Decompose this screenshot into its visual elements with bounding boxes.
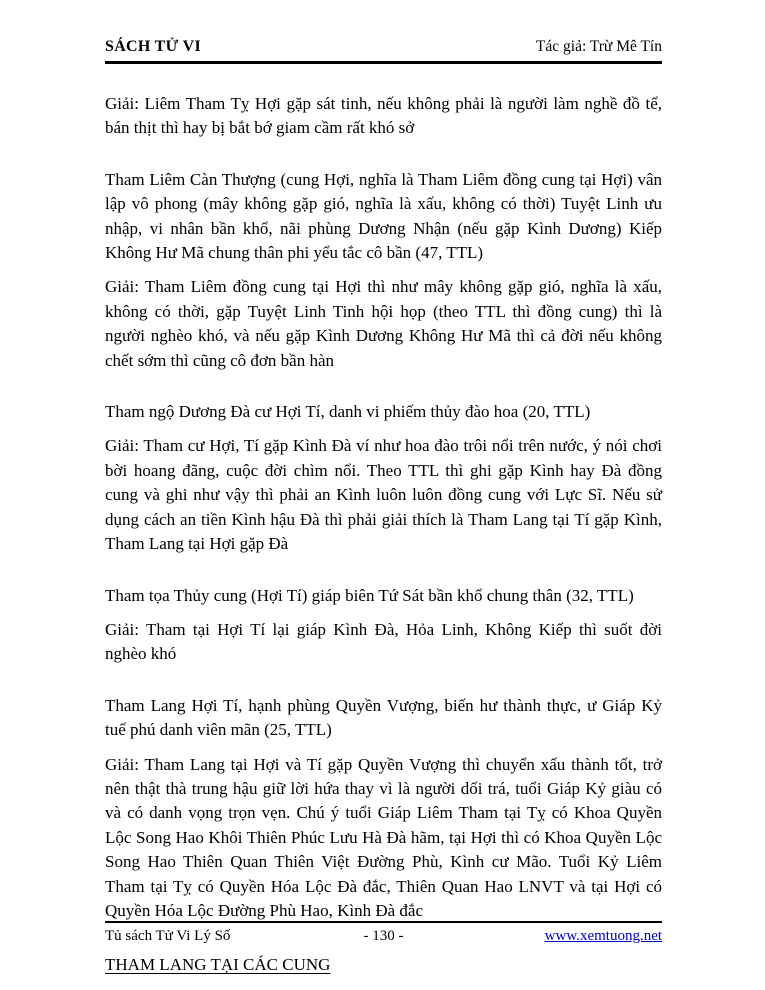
paragraph-quote-4: Tham tọa Thủy cung (Hợi Tí) giáp biên Tứ Sát bần khổ chung thân (32, TTL) <box>105 585 634 605</box>
section-heading-tham-lang-tai-cac-cung: THAM LANG TẠI CÁC CUNG <box>105 955 331 975</box>
paragraph-giai-5: Giải: Tham Lang tại Hợi và Tí gặp Quyền Vượng thì chuyển xấu thành tốt, trở nên thật thà trung hậu giữ lời hứa thay vì là người dối trá, tuổi Giáp Kỷ giàu có và có danh vọng trọn vẹn. Chú ý tuổi Giáp Liêm Tham tại Tỵ có Khoa Quyền Lộc Song Hao Khôi Thiên Phúc Lưu Hà Đà hãm, tại Hợi thì có Khoa Quyền Lộc Song Hao Thiên Quan Thiên Việt Đường Phù, Kình cư Mão. Tuổi Kỷ Liêm Tham tại Tỵ có Quyền Hóa Lộc Đà đắc, Thiên Quan Hao LNVT và tại Hợi có Quyền Hóa Lộc Đường Phù Hao, Kình Đà đắc <box>105 754 662 920</box>
footer-website-link[interactable]: www.xemtuong.net <box>544 928 663 944</box>
paragraph-giai-4: Giải: Tham tại Hợi Tí lại giáp Kình Đà, Hỏa Linh, Không Kiếp thì suốt đời nghèo khó <box>105 619 662 664</box>
footer-link-wrap <box>476 928 662 945</box>
section-tham-lang-hoi-ti <box>105 694 662 924</box>
section-tham-liem-can-thuong <box>105 168 662 373</box>
section-tham-ngo-duong-da <box>105 400 662 556</box>
page-footer <box>105 921 662 945</box>
footer-page-number: - 130 - <box>363 928 404 944</box>
body-content <box>105 92 662 975</box>
paragraph-giai-3: Giải: Tham cư Hợi, Tí gặp Kình Đà ví như hoa đào trôi nổi trên nước, ý nói chơi bời hoang đãng, cuộc đời chìm nổi. Theo TTL thì ghi gặp Kình hay Đà đồng cung và ghi như vậy thì phải an Kình luôn luôn đồng cung với Lực Sĩ. Nếu sử dụng cách an tiền Kình hậu Đà thì phải giải thích là Tham Lang tại Tí gặp Kình, Tham Lang tại Hợi gặp Đà <box>105 436 662 554</box>
author-label: Tác giả: Trừ Mê Tín <box>535 38 662 55</box>
paragraph-giai-2: Giải: Tham Liêm đồng cung tại Hợi thì như mây không gặp gió, nghĩa là xấu, không có thời, gặp Tuyệt Linh Tinh hội họp (theo TTL thì đồng cung) thì là người nghèo khó, và nếu gặp Kình Dương Không Hư Mã thì cả đời nếu không chết sớm thì cũng cô đơn bần hàn <box>105 277 662 370</box>
footer-series-title: Tủ sách Tử Vi Lý Số <box>105 928 231 944</box>
paragraph-quote-2: Tham Liêm Càn Thượng (cung Hợi, nghĩa là Tham Liêm đồng cung tại Hợi) vân lập vô phong (mây không gặp gió, nghĩa là xấu, không có thời) Tuyệt Linh ưu nhập, vi nhân bần khổ, nãi phùng Dương Nhận (nếu gặp Kình Dương) Kiếp Không Hư Mã chung thân phi yểu tắc cô bần (47, TTL) <box>105 169 662 263</box>
page-header <box>105 38 662 64</box>
paragraph-quote-3: Tham ngộ Dương Đà cư Hợi Tí, danh vi phiếm thủy đào hoa (20, TTL) <box>105 402 591 422</box>
section-liem-tham-ty-hoi <box>105 92 662 141</box>
book-title: SÁCH TỬ VI <box>105 38 202 55</box>
section-tham-toa-thuy-cung <box>105 584 662 667</box>
paragraph-quote-5: Tham Lang Hợi Tí, hạnh phùng Quyền Vượng, biến hư thành thực, ư Giáp Kỷ tuế phú danh viên mãn (25, TTL) <box>105 695 662 740</box>
paragraph-giai-1: Giải: Liêm Tham Tỵ Hợi gặp sát tinh, nếu không phải là người làm nghề đồ tể, bán thịt thì hay bị bắt bớ giam cầm rất khó sở <box>105 94 662 138</box>
